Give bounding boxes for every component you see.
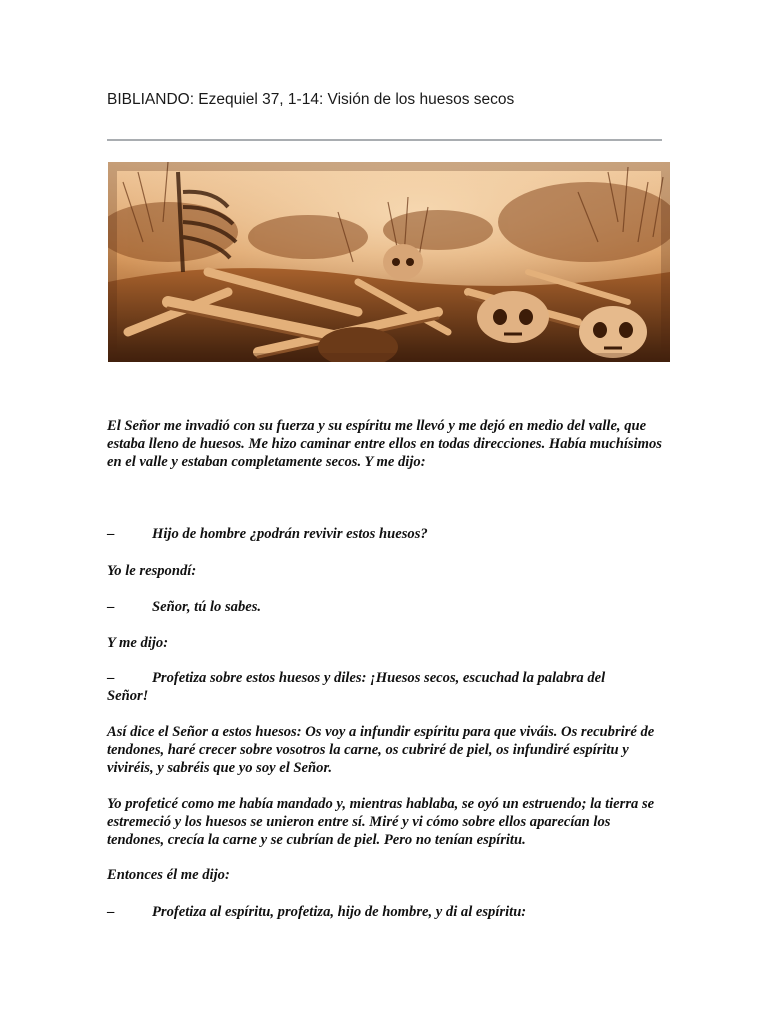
dialogue-dash: – [107, 599, 115, 615]
dialogue-line-spirit: Profetiza al espíritu, profetiza, hijo de hombre, y di al espíritu: [152, 904, 527, 920]
dialogue-dash: – [107, 904, 115, 920]
hero-image [108, 162, 670, 362]
dialogue-line-prophesy-cont: Señor! [107, 688, 149, 704]
bones-valley-illustration [108, 162, 670, 362]
paragraph-he-said: Y me dijo: [107, 635, 169, 651]
dialogue-dash: – [107, 670, 115, 686]
dialogue-line-prophesy: Profetiza sobre estos huesos y diles: ¡Huesos secos, escuchad la palabra del [152, 670, 606, 686]
dialogue-line-revive: Hijo de hombre ¿podrán revivir estos huesos? [152, 526, 428, 542]
paragraph-prophesied: Yo profeticé como me había mandado y, mientras hablaba, se oyó un estruendo; la tierra se estremeció y los huesos se unieron entre sí. Miré y vi cómo sobre ellos aparecían los tendones, crecía la carne y se cubrían de piel. Pero no tenían espíritu. [107, 796, 655, 848]
paragraph-reply: Yo le respondí: [107, 563, 197, 579]
paragraph-intro: El Señor me invadió con su fuerza y su espíritu me llevó y me dejó en medio del valle, que estaba lleno de huesos. Me hizo caminar entre ellos en todas direcciones. Había muchísimos en el valle y estaban completamente secos. Y me dijo: [107, 418, 662, 470]
dialogue-dash: – [107, 526, 115, 542]
horizontal-divider [107, 139, 662, 141]
paragraph-thus-says: Así dice el Señor a estos huesos: Os voy a infundir espíritu para que viváis. Os recubriré de tendones, haré crecer sobre vosotros la carne, os cubriré de piel, os infundiré espíritu y viviréis, y sabréis que yo soy el Señor. [107, 724, 655, 776]
dialogue-line-you-know: Señor, tú lo sabes. [152, 599, 262, 615]
document-title: BIBLIANDO: Ezequiel 37, 1-14: Visión de los huesos secos [107, 91, 515, 108]
paragraph-then-said: Entonces él me dijo: [107, 867, 230, 883]
